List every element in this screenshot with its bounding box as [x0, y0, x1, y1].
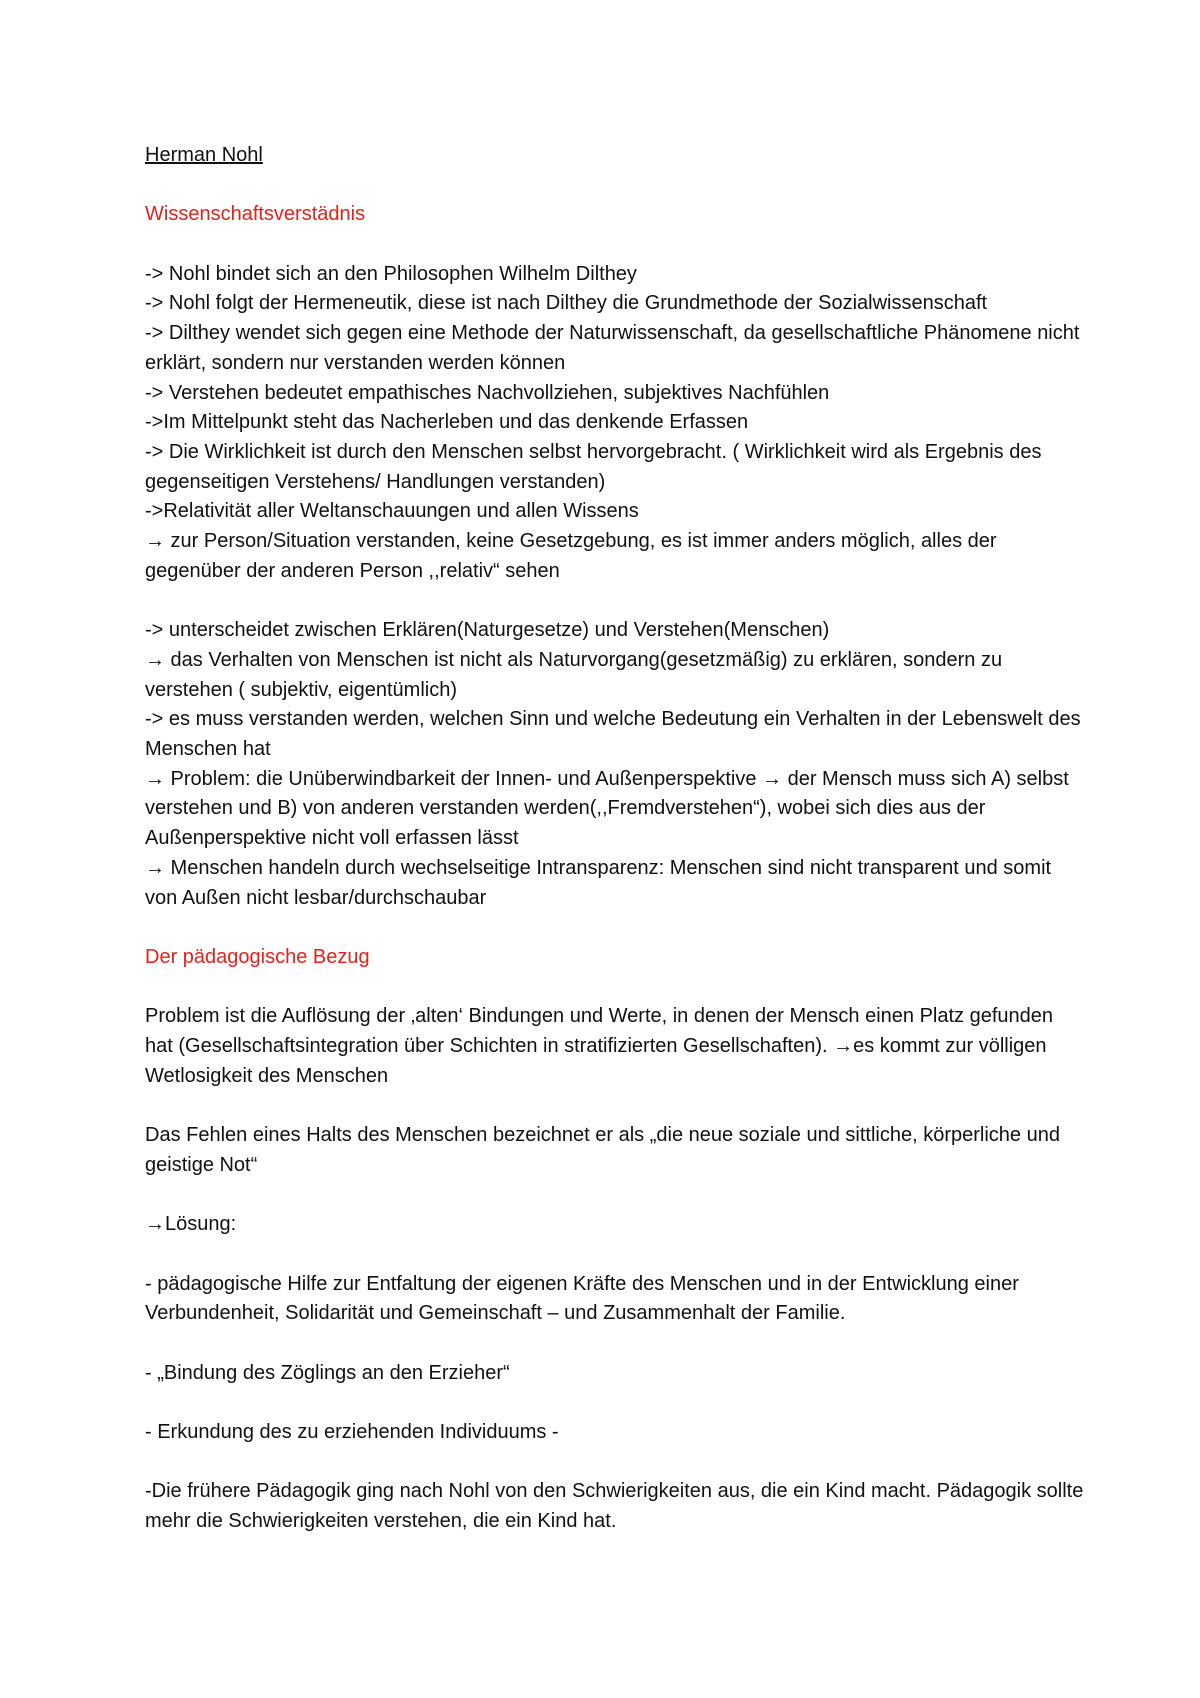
spacer — [145, 913, 1085, 943]
text-line: -> es muss verstanden werden, welchen Sinn und welche Bedeutung ein Verhalten in der Lebenswelt des Menschen hat — [145, 708, 1081, 761]
text-line: -> Die Wirklichkeit ist durch den Menschen selbst hervorgebracht. ( Wirklichkeit wird als Ergebnis des gegenseitigen Verstehens/ Handlungen verstanden) — [145, 441, 1042, 493]
paragraph: Das Fehlen eines Halts des Menschen bezeichnet er als „die neue soziale und sittliche, körperliche und geistige Not“ — [145, 1124, 1060, 1176]
text-line: -> Nohl bindet sich an den Philosophen Wilhelm Dilthey — [145, 262, 637, 285]
text-line: → Menschen handeln durch wechselseitige Intransparenz: Menschen sind nicht transparent und somit von Außen nicht lesbar/durchschaubar — [145, 856, 1052, 909]
list-item: - „Bindung des Zöglings an den Erzieher“ — [145, 1361, 510, 1384]
spacer — [145, 587, 1085, 617]
spacer — [145, 171, 1085, 201]
list-item: - Erkundung des zu erziehenden Individuums - — [145, 1421, 559, 1444]
spacer — [145, 1181, 1085, 1211]
solution-label: →Lösung: — [145, 1213, 237, 1236]
text-line: -> unterscheidet zwischen Erklären(Naturgesetze) und Verstehen(Menschen) — [145, 619, 830, 642]
section-heading-wissenschaftsverstaendnis: Wissenschaftsverstädnis — [145, 203, 366, 226]
list-item: - pädagogische Hilfe zur Entfaltung der eigenen Kräfte des Menschen und in der Entwicklung einer Verbundenheit, Solidarität und Gemeinschaft – und Zusammenhalt der Familie. — [145, 1272, 1019, 1325]
spacer — [145, 973, 1085, 1003]
section-heading-paedagogischer-bezug: Der pädagogische Bezug — [145, 945, 370, 968]
document-page — [145, 141, 1085, 1537]
spacer — [145, 1329, 1085, 1359]
spacer — [145, 230, 1085, 260]
text-line: → das Verhalten von Menschen ist nicht als Naturvorgang(gesetzmäßig) zu erklären, sondern zu verstehen ( subjektiv, eigentümlich) — [145, 648, 1003, 701]
text-line: -> Dilthey wendet sich gegen eine Methode der Naturwissenschaft, da gesellschaftliche Phänomene nicht erklärt, sondern nur verstanden werden können — [145, 322, 1080, 374]
text-line: -> Nohl folgt der Hermeneutik, diese ist nach Dilthey die Grundmethode der Sozialwissenschaft — [145, 292, 988, 315]
document-title: Herman Nohl — [145, 144, 263, 166]
text-line: → Problem: die Unüberwindbarkeit der Innen- und Außenperspektive → der Mensch muss sich A) selbst verstehen und B) von anderen verstanden werden(,,Fremdverstehen“), wobei sich dies aus der Außenperspektive nicht voll erfassen lässt — [145, 767, 1069, 850]
spacer — [145, 1091, 1085, 1121]
text-line: ->Im Mittelpunkt steht das Nacherleben und das denkende Erfassen — [145, 411, 749, 434]
text-line: ->Relativität aller Weltanschauungen und allen Wissens — [145, 500, 639, 523]
spacer — [145, 1448, 1085, 1478]
list-item: -Die frühere Pädagogik ging nach Nohl von den Schwierigkeiten aus, die ein Kind macht. Pädagogik sollte mehr die Schwierigkeiten verstehen, die ein Kind hat. — [145, 1480, 1084, 1533]
paragraph: Problem ist die Auflösung der ‚alten‘ Bindungen und Werte, in denen der Mensch einen Platz gefunden hat (Gesellschaftsintegration über Schichten in stratifizierten Gesellschaften). →es kommt zur völligen Wetlosigkeit des Menschen — [145, 1005, 1054, 1087]
spacer — [145, 1388, 1085, 1418]
text-line: -> Verstehen bedeutet empathisches Nachvollziehen, subjektives Nachfühlen — [145, 381, 830, 404]
text-line: → zur Person/Situation verstanden, keine Gesetzgebung, es ist immer anders möglich, alles der gegenüber der anderen Person ,,relativ“ sehen — [145, 530, 997, 582]
spacer — [145, 1240, 1085, 1270]
